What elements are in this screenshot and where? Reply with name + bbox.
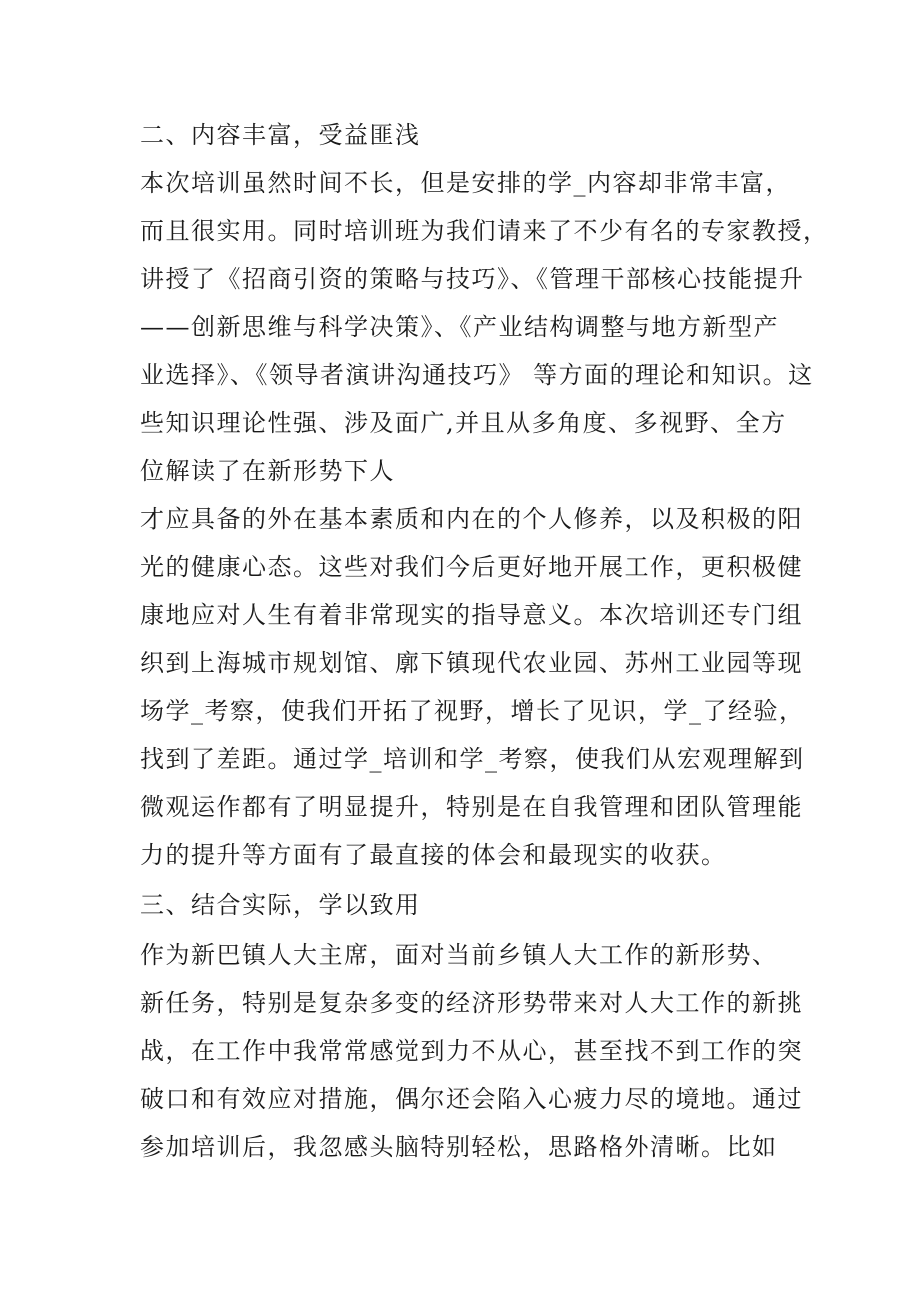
paragraph-line: 力的提升等方面有了最直接的体会和最现实的收获。 [140, 841, 727, 869]
paragraph-line: 讲授了《招商引资的策略与技巧》、《管理干部核心技能提升 [140, 265, 805, 293]
paragraph-line: 康地应对人生有着非常现实的指导意义。本次培训还专门组 [140, 601, 803, 629]
section-heading-2: 二、内容丰富，受益匪浅 [140, 121, 421, 149]
paragraph-line: 战，在工作中我常常感觉到力不从心，甚至找不到工作的突 [140, 1037, 803, 1065]
paragraph-line: 才应具备的外在基本素质和内在的个人修养，以及积极的阳 [140, 505, 803, 533]
paragraph-line: 些知识理论性强、涉及面广,并且从多角度、多视野、全方 [140, 409, 787, 437]
paragraph-line: 织到上海城市规划馆、廓下镇现代农业园、苏州工业园等现 [140, 649, 803, 677]
paragraph-line: 找到了差距。通过学_培训和学_考察，使我们从宏观理解到 [140, 745, 805, 773]
paragraph-line: 场学_考察，使我们开拓了视野，增长了见识，学_了经验， [140, 697, 805, 725]
paragraph-line: 业选择》、《领导者演讲沟通技巧》 等方面的理论和知识。这 [140, 361, 814, 389]
paragraph-line: 光的健康心态。这些对我们今后更好地开展工作，更积极健 [140, 553, 803, 581]
paragraph-line: 而且很实用。同时培训班为我们请来了不少有名的专家教授， [140, 217, 829, 245]
paragraph-line: ——创新思维与科学决策》、《产业结构调整与地方新型产 [140, 313, 779, 341]
paragraph-line: 本次培训虽然时间不长，但是安排的学_内容却非常丰富， [140, 169, 791, 197]
paragraph-line: 作为新巴镇人大主席，面对当前乡镇人大工作的新形势、 [140, 941, 778, 969]
paragraph-line: 破口和有效应对措施，偶尔还会陷入心疲力尽的境地。通过 [140, 1085, 803, 1113]
paragraph-line: 参加培训后，我忽感头脑特别轻松，思路格外清晰。比如 [140, 1133, 778, 1161]
paragraph-line: 位解读了在新形势下人 [140, 457, 395, 485]
paragraph-line: 微观运作都有了明显提升，特别是在自我管理和团队管理能 [140, 793, 803, 821]
paragraph-line: 新任务，特别是复杂多变的经济形势带来对人大工作的新挑 [140, 989, 803, 1017]
section-heading-3: 三、结合实际，学以致用 [140, 891, 421, 919]
